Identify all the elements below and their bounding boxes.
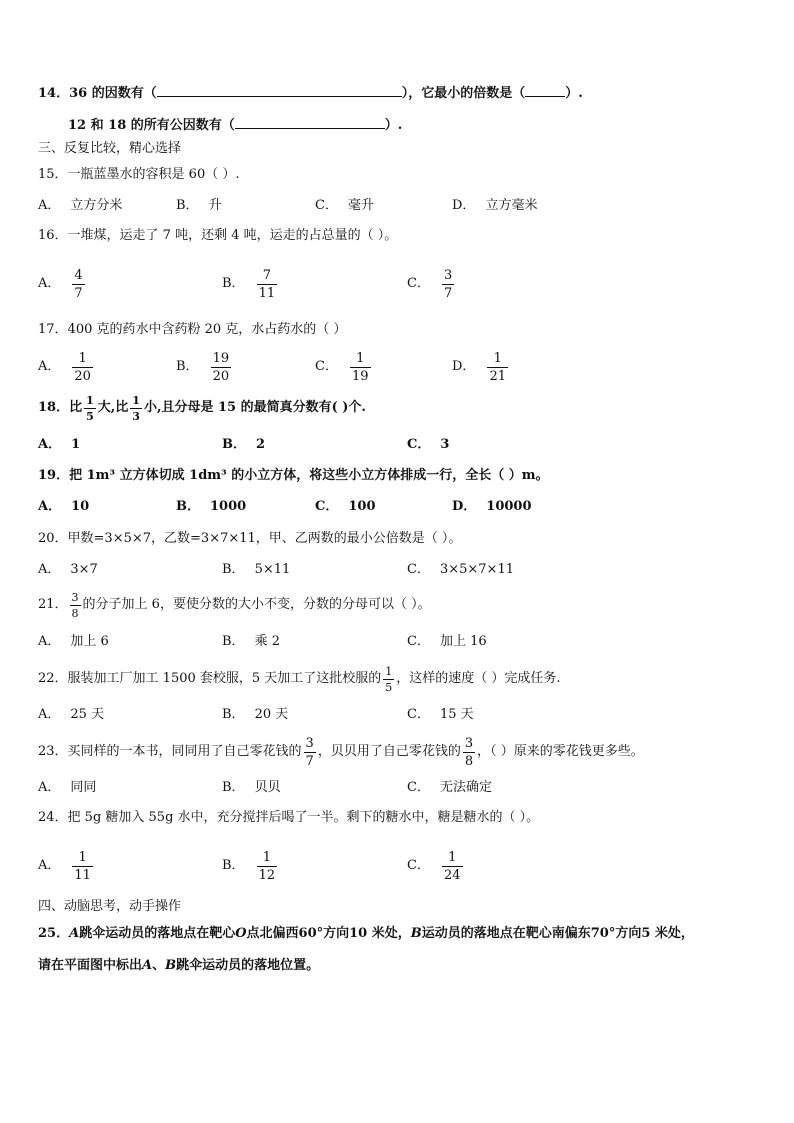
- option-a[interactable]: A． $\frac{1}{11}$: [38, 849, 91, 883]
- option-b[interactable]: B． 贝贝: [222, 780, 281, 795]
- option-b[interactable]: B． 20 天: [222, 707, 289, 722]
- option-b[interactable]: B． 1000: [176, 499, 247, 514]
- options-row: [38, 848, 778, 884]
- options-row: [38, 552, 778, 588]
- answer-blank[interactable]: [235, 114, 385, 129]
- option-a[interactable]: A． 立方分米: [38, 198, 123, 213]
- option-c[interactable]: C． 15 天: [407, 707, 474, 722]
- option-c[interactable]: C． 3×5×7×11: [407, 562, 514, 577]
- option-a[interactable]: A． 加上 6: [38, 634, 109, 649]
- options-row: [38, 427, 778, 463]
- question-stem: 22．服装加工厂加工 1500 套校服，5 天加工了这批校服的 $\frac{1}{5}$ ，这样的速度（ ）完成任务.: [38, 664, 561, 694]
- options-row: [38, 770, 778, 806]
- option-b[interactable]: B． 升: [176, 198, 222, 213]
- answer-blank[interactable]: [525, 82, 565, 97]
- fraction: $\frac{1}{3}$: [132, 393, 140, 423]
- option-a[interactable]: A． 25 天: [38, 707, 105, 722]
- fraction: $\frac{1}{5}$: [385, 664, 393, 694]
- option-b[interactable]: B． $\frac{7}{11}$: [222, 267, 276, 301]
- options-row: [38, 624, 778, 660]
- options-row: [38, 188, 778, 224]
- option-c[interactable]: C． 无法确定: [407, 780, 492, 795]
- fraction: $\frac{1}{5}$: [86, 393, 94, 423]
- fraction: $\frac{1}{24}$: [443, 849, 461, 883]
- question-stem: 17．400 克的药水中含药粉 20 克，水占药水的（ ）: [38, 322, 347, 337]
- section-heading: 三、反复比较，精心选择: [38, 141, 182, 156]
- fraction: $\frac{1}{19}$: [351, 350, 369, 384]
- option-b[interactable]: B． $\frac{19}{20}$: [176, 350, 230, 384]
- question-stem: 21． $\frac{3}{8}$ 的分子加上 6，要使分数的大小不变，分数的分母可以（ ）。: [38, 590, 431, 620]
- option-b[interactable]: B． 5×11: [222, 562, 291, 577]
- question-stem: 24．把 5g 糖加入 55g 水中，充分搅拌后喝了一半。剩下的糖水中，糖是糖水的（ ）。: [38, 810, 540, 825]
- option-a[interactable]: A． $\frac{4}{7}$: [38, 267, 83, 301]
- question-stem-continued: 请在平面图中标出A、B跳伞运动员的落地位置。: [38, 958, 320, 973]
- option-c[interactable]: C． $\frac{3}{7}$: [407, 267, 453, 301]
- option-a[interactable]: A． 同同: [38, 780, 97, 795]
- option-c[interactable]: C． 3: [407, 437, 450, 452]
- fraction: $\frac{3}{8}$: [71, 590, 79, 620]
- option-c[interactable]: C． 毫升: [315, 198, 374, 213]
- options-row: [38, 697, 778, 733]
- fraction: $\frac{3}{7}$: [443, 267, 453, 301]
- question-stem: 15．一瓶蓝墨水的容积是 60（ ）.: [38, 167, 240, 182]
- question-stem: 25．A跳伞运动员的落地点在靶心O点北偏西60°方向10 米处，B运动员的落地点在靶心南偏东70°方向5 米处，: [38, 926, 694, 941]
- question-stem: 19．把 1m³ 立方体切成 1dm³ 的小立方体，将这些小立方体排成一行，全长（ ）m。: [38, 468, 549, 483]
- fraction: $\frac{19}{20}$: [212, 350, 230, 384]
- option-b[interactable]: B． $\frac{1}{12}$: [222, 849, 276, 883]
- fraction: $\frac{1}{21}$: [489, 350, 506, 384]
- section-heading: 四、动脑思考，动手操作: [38, 899, 182, 914]
- option-c[interactable]: C． 加上 16: [407, 634, 487, 649]
- option-d[interactable]: D． $\frac{1}{21}$: [452, 350, 506, 384]
- options-row: [38, 266, 778, 302]
- option-a[interactable]: A． $\frac{1}{20}$: [38, 350, 91, 384]
- option-a[interactable]: A． 10: [38, 499, 90, 514]
- fraction: $\frac{4}{7}$: [74, 267, 83, 301]
- options-row: [38, 489, 778, 525]
- option-c[interactable]: C． $\frac{1}{19}$: [315, 350, 369, 384]
- option-a[interactable]: A． 3×7: [38, 562, 98, 577]
- question-stem: 20．甲数=3×5×7，乙数=3×7×11，甲、乙两数的最小公倍数是（ ）。: [38, 531, 462, 546]
- fraction: $\frac{1}{20}$: [74, 350, 91, 384]
- option-c[interactable]: C． $\frac{1}{24}$: [407, 849, 461, 883]
- question-stem: 23．买同样的一本书，同同用了自己零花钱的 $\frac{3}{7}$ ，贝贝用了自己零花钱的 $\frac{3}{8}$ ，（ ）原来的零花钱更多些。: [38, 735, 644, 769]
- options-row: [38, 349, 778, 385]
- q14-line1: 14．36 的因数有（ ），它最小的倍数是（ ）.: [38, 82, 583, 104]
- question-stem: 16．一堆煤，运走了 7 吨，还剩 4 吨，运走的占总量的（ ）。: [38, 228, 398, 243]
- option-a[interactable]: A． 1: [38, 437, 81, 452]
- fraction: $\frac{7}{11}$: [258, 267, 276, 301]
- option-b[interactable]: B． 2: [222, 437, 266, 452]
- fraction: $\frac{3}{7}$: [305, 735, 314, 769]
- fraction: $\frac{1}{12}$: [258, 849, 276, 883]
- fraction: $\frac{1}{11}$: [74, 849, 91, 883]
- question-stem: 18．比 $\frac{1}{5}$ 大,比 $\frac{1}{3}$ 小,且分母是 15 的最简真分数有( )个.: [38, 393, 366, 423]
- option-b[interactable]: B． 乘 2: [222, 634, 280, 649]
- answer-blank[interactable]: [157, 82, 402, 97]
- option-d[interactable]: D． 10000: [452, 499, 532, 514]
- option-d[interactable]: D． 立方毫米: [452, 198, 538, 213]
- q14-line2: 12 和 18 的所有公因数有（ ）.: [68, 114, 402, 136]
- fraction: $\frac{3}{8}$: [464, 735, 474, 769]
- option-c[interactable]: C． 100: [315, 499, 376, 514]
